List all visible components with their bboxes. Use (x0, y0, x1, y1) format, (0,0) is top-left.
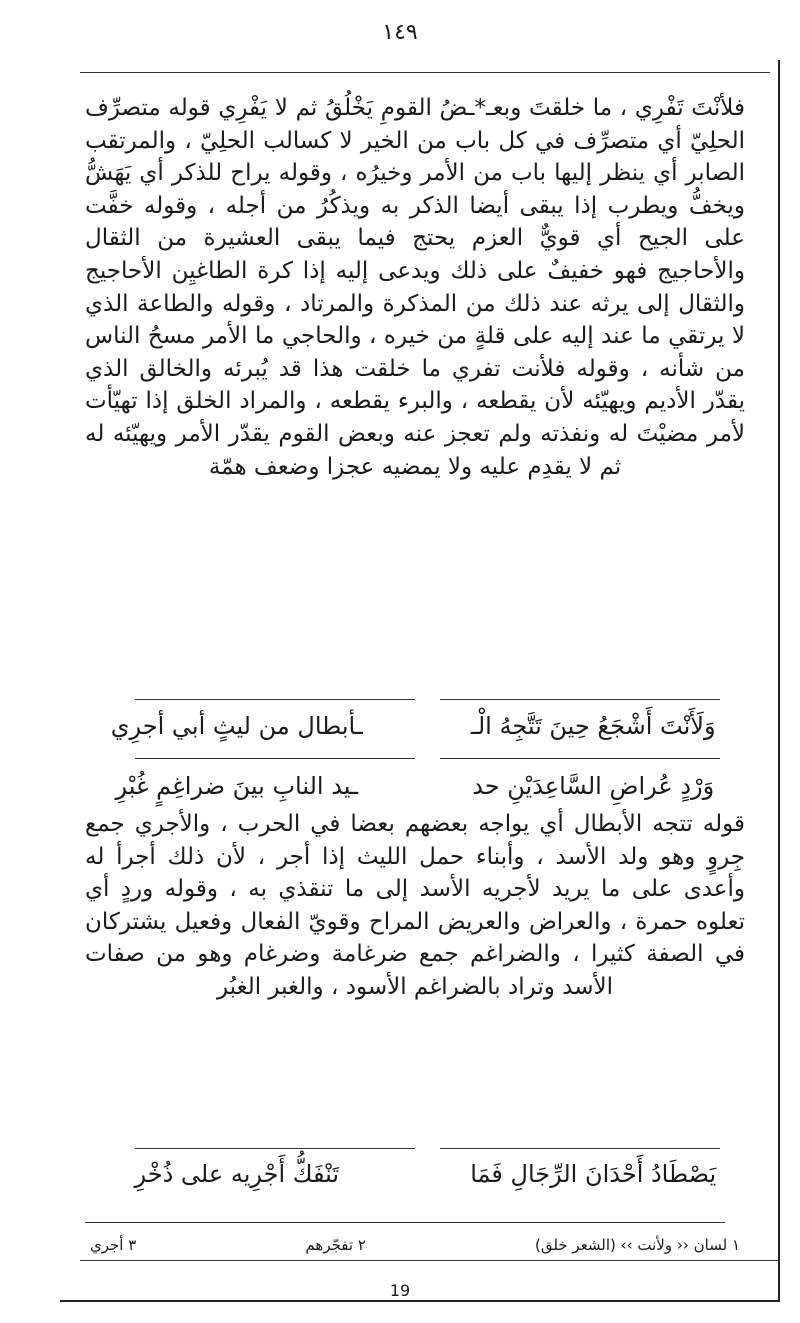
page-number-top: ١٤٩ (382, 20, 418, 45)
footnote-2: ٢ تفجّرهم (305, 1236, 366, 1254)
section-divider-2 (135, 758, 720, 759)
footnote-1: ١ لسان ‹‹ ولأنت ›› (الشعر خلق) (535, 1236, 740, 1254)
commentary-paragraph-1: فلأنْتَ تَفْرِي ، ما خلقتَ وبعـ*ـضُ القومِ يَخْلُقُ ثم لا يَفْرِي قوله متصرِّف الحلِيّ أي متصرِّف في كل باب من الخير لا كسالب الحلِيّ ، والمرتقب الصابر أي ينظر إليها باب من الأمر وخيرُه ، وقوله يراح للذكر أي يَهَشُّ ويخفُّ ويطرب إذا يبقى أيضا الذكر به ويذكُرُ من أجله ، وقوله خفَّت على الجيح أي قويٌّ العزم يحتج فيما يبقى العشيرة من الثقال والأحاجيج فهو خفيفٌ على ذلك ويدعى إليه إذا كرة الطاغيِن الأحاجيج والثقال إلى يرثه عند ذلك من المذكرة والمرتاد ، وقوله والطاعة الذي لا يرتقي ما عند إليه على قلةٍ من خيره ، والحاجي ما الأمر مسحُ الناس من شأنه ، وقوله فلأنت تفري ما خلقت هذا قد يُبرئه والخالق الذي يقدّر الأديم ويهيّئه لأن يقطعه ، والبرء يقطعه ، والمراد الخلق إذا تهيّأت لأمر مضيْتَ له ونفذته ولم تعجز عنه وبعض القوم يقدّر الأمر ويهيّئه له ثم لا يقدِم عليه ولا يمضيه عجزا وضعف همّة (85, 95, 745, 480)
verse-2-second-hemistich: ـيد النابِ بينَ ضراغِمٍ غُبْرِ (115, 772, 359, 800)
section-divider-3 (135, 1148, 720, 1149)
verse-3-second-hemistich: تَنْفَكُّ أَجْرِيه على ذُخْرِ (134, 1160, 340, 1188)
footnote-3: ٣ أجري (90, 1236, 137, 1254)
verse-2-first-hemistich: وَرْدٍ عُراضِ السَّاعِدَيْنِ حد (472, 772, 715, 800)
verse-line-1 (85, 712, 745, 740)
verse-1-first-hemistich: وَلَأَنْتَ أَشْجَعُ حِينَ تَتَّجِهُ الْـ (470, 712, 716, 740)
footnote-separator (85, 1222, 745, 1223)
verse-line-2 (85, 772, 745, 800)
commentary-paragraph-2: قوله تتجه الأبطال أي يواجه بعضهم بعضا في الحرب ، والأجري جمع جِروٍ وهو ولد الأسد ، وأبناء حمل الليث إذا أجر ، لأن ذلك أجرأ له وأعدى على ما يريد لأجريه الأسد إلى ما تنقذي به ، وقوله وردٍ أي تعلوه حمرة ، والعراض والعريض المراح وقويّ الفعال وفعيل يشتركان في الصفة كثيرا ، والضراغم جمع ضرغامة وضرغام وهو من صفات الأسد وتراد بالضراغم الأسود ، والغبر الغبُر (85, 811, 745, 1000)
verse-3-first-hemistich: يَصْطَادُ أَحْدَانَ الرِّجَالِ فَمَا (470, 1160, 717, 1188)
verse-line-3 (85, 1160, 745, 1188)
verse-1-second-hemistich: ـأبطال من ليثٍ أبي أجرِي (110, 712, 363, 740)
header-rule (80, 72, 770, 73)
footnotes (90, 1236, 740, 1254)
section-divider-1 (135, 699, 720, 700)
footer-rule (80, 1260, 780, 1261)
page-number-bottom: 19 (389, 1281, 411, 1300)
